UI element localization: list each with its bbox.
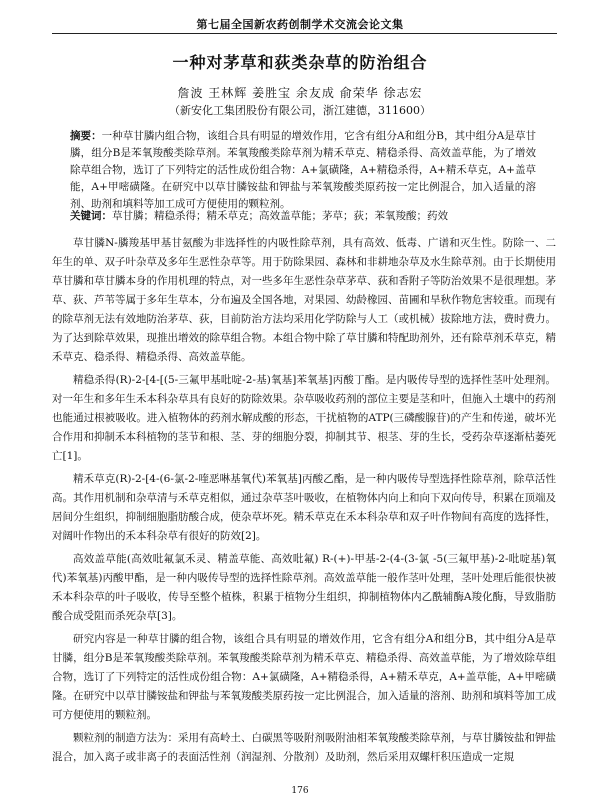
body-paragraph: 精稳杀得(R)-2-[4-[(5-三氟甲基吡啶-2-基)氧基]苯氧基]丙酸丁酯。是内吸传导型的选择性茎叶处理剂。对一年生和多年生禾本科杂草具有良好的防除效果。杂草吸收药剂的部位主要是茎和叶，但施入土壤中的药剂也能通过根被吸收。进入植物体的药剂水解成酸的形态，干扰植物的ATP(三磷酸腺苷)的产生和传递，破坏光合作用和抑制禾本科植物的茎节和根、茎、芽的细胞分裂，抑制其节、根茎、芽的生长，受药杂草逐渐枯萎死亡[1]。 [52, 374, 556, 462]
article-title: 一种对茅草和荻类杂草的防治组合 [172, 53, 428, 72]
abstract-label: 摘要： [70, 130, 102, 142]
header-rule [52, 33, 557, 34]
page-number: 176 [291, 786, 309, 796]
keywords [70, 208, 536, 225]
body-text [52, 234, 556, 771]
body-paragraph: 高效盖草能(高效吡氟氯禾灵、精盖草能、高效吡氟) R-(+)-甲基-2-(4-(3-氯 -5(三氟甲基)-2-吡啶基)氧代)苯氧基)丙酸甲酯，是一种内吸传导型的选择性除草剂。高效盖草能一般作茎叶处理，茎叶处理后能很快被禾本科杂草的叶子吸收，传导至整个植株，积累于植物分生组织，抑制植物体内乙酰辅酶A羧化酶，导致脂肪酸合成受阻而杀死杂草[3]。 [52, 553, 556, 622]
body-paragraph: 研究内容是一种草甘膦的组合物，该组合具有明显的增效作用，它含有组分A和组分B，其中组分A是草甘膦，组分B是苯氧羧酸类除草剂。苯氧羧酸类除草剂为精禾草克、精稳杀得、高效盖草能，为了增效除草组合物，选订了下列特定的活性成份组合物：A+氯磺隆，A+精稳杀得，A+精禾草克，A+盖草能，A+甲嘧磺隆。在研究中以草甘膦铵盐和钾盐与苯氧羧酸类原药按一定比例混合，加入适量的溶剂、助剂和填料等加工成可方便使用的颗粒剂。 [52, 633, 556, 721]
body-paragraph: 颗粒剂的制造方法为：采用有高岭土、白碳黑等吸附剂吸附油相苯氧羧酸类除草剂，与草甘膦铵盐和钾盐混合，加入离子或非离子的表面活性剂（润湿剂、分散剂）及助剂，然后采用双螺杆积压造成一定規 [52, 732, 556, 763]
author-list: 詹波 王林辉 姜胜宝 余友成 俞荣华 徐志宏 [177, 86, 423, 100]
keywords-label: 关键词： [70, 210, 112, 222]
abstract [70, 128, 536, 213]
running-head: 第七届全国新农药创制学术交流会论文集 [196, 18, 404, 31]
body-paragraph: 精禾草克(R)-2-[4-(6-氯-2-喹恶啉基氧代)苯氧基]丙酸乙酯，是一种内吸传导型选择性除草剂，除草活性高。其作用机制和杂草清与禾草克相似，通过杂草茎叶吸收，在植物体内向上和向下双向传导，积累在顶端及居间分生组织，抑制细胞脂肪酸合成，使杂草坏死。精禾草克在禾本科杂草和双子叶作物间有高度的选择性，对阔叶作物出的禾本科杂草有很好的防效[2]。 [52, 473, 556, 542]
keywords-text: 草甘膦；精稳杀得；精禾草克；高效盖草能；茅草；荻；苯氧羧酸；药效 [112, 210, 448, 222]
abstract-text: 一种草甘膦内组合物，该组合具有明显的增效作用，它含有组分A和组分B，其中组分A是草甘膦，组分B是苯氧羧酸类除草剂。苯氧羧酸类除草剂为精禾草克、精稳杀得、高效盖草能，为了增效除草组合物，选订了下列特定的活性成份组合物：A+氯磺隆，A+精稳杀得，A+精禾草克，A+盖草能，A+甲嘧磺隆。在研究中以草甘膦铵盐和钾盐与苯氧羧酸类原药按一定比例混合，加入适量的溶剂、助剂和填料等加工成可方便使用的颗粒剂。 [70, 130, 537, 210]
affiliation: （新安化工集团股份有限公司，浙江建德，311600） [169, 104, 431, 117]
body-paragraph: 草甘膦N-膦羧基甲基甘氨酸为非选择性的内吸性除草剂，具有高效、低毒、广谱和灭生性。防除一、二年生的单、双子叶杂草及多年生恶性杂草等。用于防除果园、森林和非耕地杂草及水生除草剂。由于长期使用草甘膦和草甘膦本身的作用机理的特点，对一些多年生恶性杂草茅草、荻和香附子等防治效果不是很理想。茅草、荻、芦苇等属于多年生草本，分布遍及全国各地，对果园、幼龄橡园、苗圃和旱秋作物危害较重。而现有的除草剂无法有效地防治茅草、荻，目前防治方法均采用化学防除与人工（或机械）拔除地方法，费时费力。为了达到除草效果，现推出增效的除草组合物。本组合物中除了草甘膦和特配助剂外，还有除草剂禾草克，精禾草克、稳杀得、精稳杀得、高效盖草能。 [52, 237, 556, 363]
